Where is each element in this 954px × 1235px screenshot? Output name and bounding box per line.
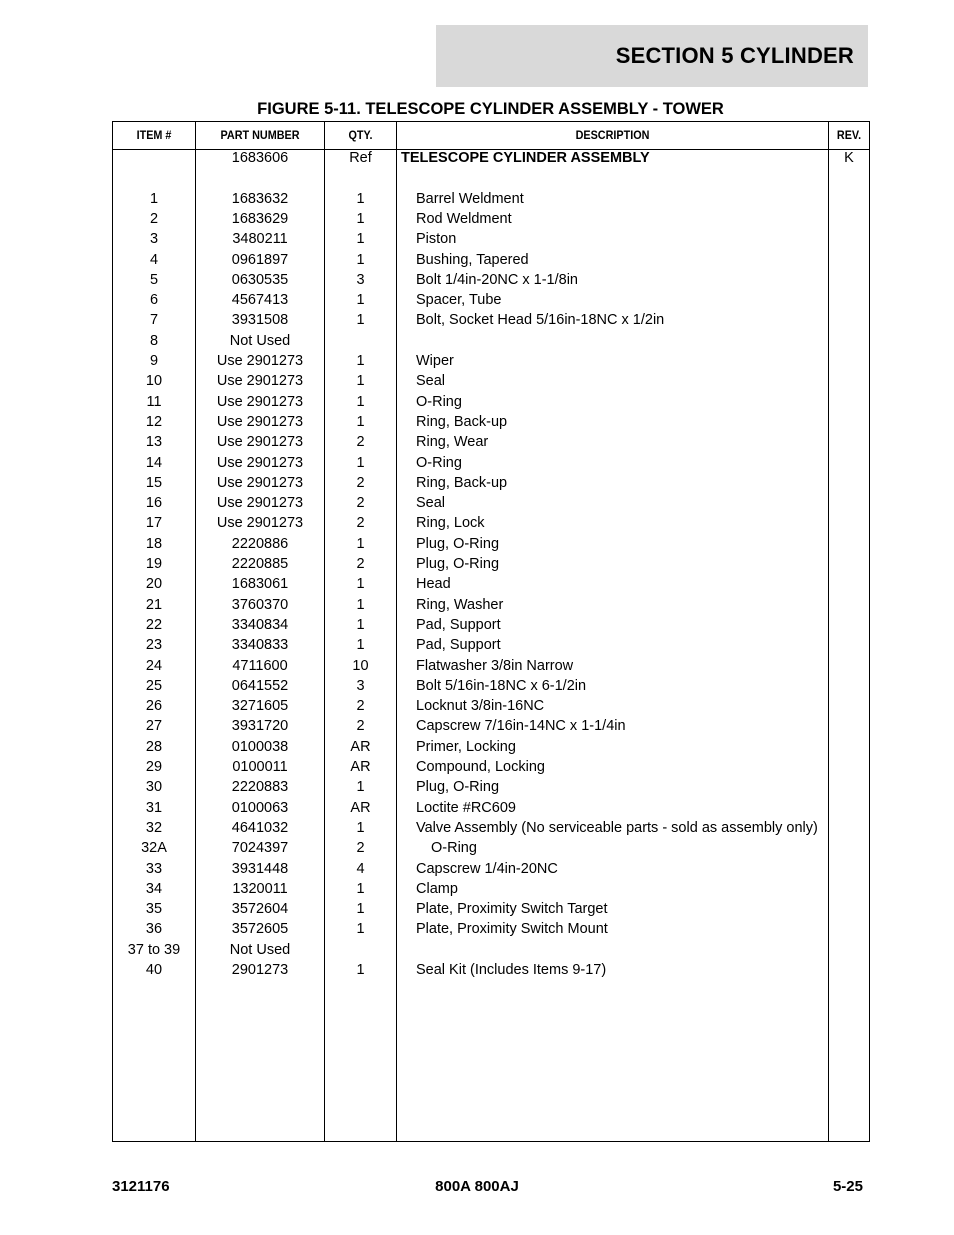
- quantity-cell: 1: [356, 231, 365, 248]
- item-number-cell: 10: [145, 373, 163, 390]
- part-number-cell: 4711600: [232, 657, 288, 674]
- quantity-cell: 2: [356, 718, 365, 735]
- quantity-cell: 1: [356, 962, 365, 978]
- item-number-cell: 23: [145, 637, 163, 654]
- part-number-cell: 3572604: [231, 901, 289, 918]
- table-row: [113, 493, 869, 513]
- description-cell: Head: [416, 576, 451, 593]
- description-cell: Ring, Lock: [416, 515, 485, 532]
- part-number-cell: Use 2901273: [216, 515, 304, 532]
- part-number-cell: 3340834: [231, 616, 289, 633]
- footer-page-number: 5-25: [832, 1178, 863, 1195]
- part-number-cell: 3572605: [231, 921, 289, 938]
- description-cell: Valve Assembly (No serviceable parts - sold as assembly only): [416, 819, 818, 836]
- part-number-cell: 1683629: [231, 210, 289, 227]
- table-row: [113, 554, 869, 574]
- description-cell: Capscrew 7/16in-14NC x 1-1/4in: [416, 718, 626, 735]
- description-cell: Seal: [416, 495, 446, 512]
- part-number-cell: 2901273: [231, 962, 289, 978]
- description-cell: Bolt, Socket Head 5/16in-18NC x 1/2in: [416, 312, 665, 329]
- quantity-cell: Ref: [349, 150, 372, 166]
- part-number-cell: 7024397: [231, 840, 289, 857]
- item-number-cell: 12: [145, 413, 163, 430]
- header-description: DESCRIPTION: [575, 128, 650, 142]
- quantity-cell: 1: [356, 312, 365, 329]
- quantity-cell: 2: [356, 434, 365, 451]
- item-number-cell: 16: [145, 495, 163, 512]
- description-cell: Plug, O-Ring: [416, 556, 500, 572]
- description-cell: Ring, Washer: [416, 596, 504, 613]
- quantity-cell: 1: [356, 210, 365, 227]
- table-row: [113, 270, 869, 290]
- item-number-cell: 11: [146, 393, 162, 410]
- item-number-cell: 20: [145, 576, 163, 593]
- description-cell: Ring, Back-up: [416, 413, 508, 430]
- part-number-cell: Not Used: [229, 941, 291, 958]
- quantity-cell: 1: [356, 901, 365, 918]
- table-row: [113, 818, 869, 838]
- item-number-cell: 4: [149, 251, 159, 268]
- quantity-cell: AR: [350, 759, 371, 775]
- quantity-cell: AR: [350, 738, 371, 755]
- item-number-cell: 19: [145, 556, 163, 572]
- quantity-cell: 2: [356, 698, 365, 715]
- table-row: [113, 716, 869, 736]
- part-number-cell: 0100038: [231, 738, 289, 755]
- table-row: [113, 960, 869, 980]
- table-row: [113, 798, 869, 818]
- part-number-cell: 3340833: [231, 637, 289, 654]
- item-number-cell: 32: [145, 819, 163, 836]
- quantity-cell: 2: [356, 840, 365, 857]
- part-number-cell: 3931448: [231, 860, 289, 877]
- part-number-cell: 0630535: [231, 271, 289, 288]
- quantity-cell: 2: [356, 515, 365, 532]
- figure-title: FIGURE 5-11. TELESCOPE CYLINDER ASSEMBLY - TOWER: [257, 100, 724, 118]
- table-row: [113, 635, 869, 655]
- description-cell: Compound, Locking: [416, 759, 545, 775]
- quantity-cell: 1: [356, 819, 365, 836]
- description-cell: Spacer, Tube: [416, 292, 502, 309]
- description-cell: Seal: [416, 373, 446, 390]
- part-number-cell: 4567413: [231, 292, 289, 309]
- part-number-cell: 0641552: [231, 677, 289, 694]
- part-number-cell: Use 2901273: [216, 454, 304, 471]
- quantity-cell: 1: [356, 413, 365, 430]
- table-row: [113, 310, 869, 330]
- table-row: [113, 595, 869, 615]
- quantity-cell: 1: [356, 637, 365, 654]
- part-number-cell: 0100063: [231, 799, 289, 816]
- quantity-cell: 4: [356, 860, 365, 877]
- description-cell: TELESCOPE CYLINDER ASSEMBLY: [401, 150, 650, 166]
- part-number-cell: Use 2901273: [216, 413, 304, 430]
- quantity-cell: 2: [356, 495, 365, 512]
- description-cell: Piston: [416, 231, 457, 248]
- description-cell: Clamp: [416, 880, 458, 897]
- item-number-cell: 8: [149, 332, 159, 349]
- item-number-cell: 27: [145, 718, 163, 735]
- section-title: SECTION 5 CYLINDER: [615, 43, 854, 68]
- quantity-cell: 1: [356, 616, 365, 633]
- description-cell: O-Ring: [416, 393, 462, 410]
- table-row: [113, 392, 869, 412]
- item-number-cell: 14: [145, 454, 163, 471]
- table-row: [113, 615, 869, 635]
- item-number-cell: 24: [145, 657, 163, 674]
- table-row: [113, 432, 869, 452]
- description-cell: Loctite #RC609: [416, 799, 516, 816]
- item-number-cell: 29: [145, 759, 163, 775]
- quantity-cell: 1: [356, 880, 365, 897]
- description-cell: Pad, Support: [416, 637, 501, 654]
- part-number-cell: 3931508: [231, 312, 289, 329]
- table-row: [113, 189, 869, 209]
- item-number-cell: 40: [145, 962, 163, 978]
- description-cell: Plug, O-Ring: [416, 779, 500, 796]
- part-number-cell: 1683606: [231, 150, 289, 166]
- item-number-cell: 34: [145, 880, 163, 897]
- footer-document-number: 3121176: [112, 1178, 170, 1195]
- quantity-cell: 3: [356, 271, 365, 288]
- item-number-cell: 25: [145, 677, 163, 694]
- table-row: [113, 696, 869, 716]
- part-number-cell: Use 2901273: [216, 373, 304, 390]
- table-row: [113, 168, 869, 188]
- table-row: [113, 757, 869, 777]
- item-number-cell: 5: [149, 271, 159, 288]
- description-cell: Primer, Locking: [416, 738, 516, 755]
- part-number-cell: Use 2901273: [216, 434, 304, 451]
- item-number-cell: 33: [145, 860, 163, 877]
- table-row: [113, 371, 869, 391]
- description-cell: O-Ring: [431, 840, 477, 857]
- quantity-cell: 1: [356, 921, 365, 938]
- part-number-cell: 2220885: [231, 556, 289, 572]
- item-number-cell: 2: [149, 210, 159, 227]
- description-cell: Barrel Weldment: [416, 190, 524, 207]
- item-number-cell: 22: [145, 616, 163, 633]
- description-cell: Flatwasher 3/8in Narrow: [416, 657, 574, 674]
- header-part-number: PART NUMBER: [220, 128, 300, 142]
- table-row: [113, 859, 869, 879]
- quantity-cell: 2: [356, 556, 365, 572]
- item-number-cell: 36: [145, 921, 163, 938]
- part-number-cell: 1320011: [232, 880, 288, 897]
- quantity-cell: 1: [356, 535, 365, 552]
- revision-cell: K: [844, 150, 854, 166]
- table-row: [113, 331, 869, 351]
- item-number-cell: 30: [145, 779, 163, 796]
- table-row: [113, 148, 869, 168]
- table-row: [113, 209, 869, 229]
- table-row: [113, 656, 869, 676]
- header-item: ITEM #: [136, 128, 172, 142]
- quantity-cell: 3: [356, 677, 365, 694]
- item-number-cell: 31: [145, 799, 163, 816]
- item-number-cell: 3: [149, 231, 159, 248]
- parts-table: [112, 121, 870, 1142]
- quantity-cell: 1: [356, 373, 365, 390]
- part-number-cell: Not Used: [229, 332, 291, 349]
- table-row: [113, 453, 869, 473]
- quantity-cell: 1: [356, 190, 365, 207]
- item-number-cell: 17: [145, 515, 163, 532]
- part-number-cell: 2220883: [231, 779, 289, 796]
- item-number-cell: 18: [145, 535, 163, 552]
- table-row: [113, 250, 869, 270]
- table-row: [113, 838, 869, 858]
- part-number-cell: 4641032: [231, 819, 289, 836]
- part-number-cell: Use 2901273: [216, 495, 304, 512]
- description-cell: Seal Kit (Includes Items 9-17): [416, 962, 607, 978]
- table-row: [113, 473, 869, 493]
- quantity-cell: 1: [356, 576, 365, 593]
- quantity-cell: 10: [352, 657, 369, 674]
- table-row: [113, 940, 869, 960]
- part-number-cell: Use 2901273: [216, 353, 304, 369]
- header-rev: REV.: [836, 128, 862, 142]
- item-number-cell: 21: [145, 596, 163, 613]
- table-row: [113, 919, 869, 939]
- description-cell: Rod Weldment: [416, 210, 512, 227]
- part-number-cell: 2220886: [231, 535, 289, 552]
- part-number-cell: 3931720: [231, 718, 289, 735]
- part-number-cell: 3480211: [232, 231, 288, 248]
- part-number-cell: Use 2901273: [216, 393, 304, 410]
- quantity-cell: AR: [350, 799, 371, 816]
- description-cell: Wiper: [416, 353, 454, 369]
- table-row: [113, 513, 869, 533]
- part-number-cell: 0100011: [232, 759, 288, 775]
- header-qty: QTY.: [348, 128, 373, 142]
- item-number-cell: 28: [145, 738, 163, 755]
- description-cell: Ring, Wear: [416, 434, 489, 451]
- description-cell: Plug, O-Ring: [416, 535, 500, 552]
- quantity-cell: 1: [356, 393, 365, 410]
- table-row: [113, 412, 869, 432]
- quantity-cell: 1: [356, 454, 365, 471]
- table-row: [113, 879, 869, 899]
- item-number-cell: 26: [145, 698, 163, 715]
- part-number-cell: 1683632: [231, 190, 289, 207]
- item-number-cell: 7: [149, 312, 159, 329]
- item-number-cell: 6: [149, 292, 159, 309]
- table-row: [113, 229, 869, 249]
- footer-model: 800A 800AJ: [435, 1178, 519, 1195]
- section-header-band: [436, 25, 868, 87]
- part-number-cell: 1683061: [231, 576, 289, 593]
- description-cell: Pad, Support: [416, 616, 501, 633]
- description-cell: Plate, Proximity Switch Target: [416, 901, 608, 918]
- table-row: [113, 676, 869, 696]
- quantity-cell: 1: [356, 292, 365, 309]
- table-row: [113, 290, 869, 310]
- quantity-cell: 1: [356, 353, 365, 369]
- quantity-cell: 1: [356, 251, 365, 268]
- quantity-cell: 2: [356, 474, 365, 491]
- description-cell: Locknut 3/8in-16NC: [416, 698, 545, 715]
- part-number-cell: 3760370: [231, 596, 289, 613]
- quantity-cell: 1: [356, 779, 365, 796]
- description-cell: Ring, Back-up: [416, 474, 508, 491]
- description-cell: O-Ring: [416, 454, 462, 471]
- table-row: [113, 777, 869, 797]
- part-number-cell: Use 2901273: [216, 474, 304, 491]
- part-number-cell: 0961897: [231, 251, 289, 268]
- item-number-cell: 32A: [141, 840, 167, 857]
- item-number-cell: 1: [149, 190, 159, 207]
- description-cell: Bushing, Tapered: [416, 251, 529, 268]
- description-cell: Plate, Proximity Switch Mount: [416, 921, 608, 938]
- item-number-cell: 13: [145, 434, 163, 451]
- item-number-cell: 37 to 39: [127, 941, 181, 958]
- quantity-cell: 1: [356, 596, 365, 613]
- item-number-cell: 15: [145, 474, 163, 491]
- item-number-cell: 9: [149, 353, 159, 369]
- table-row: [113, 534, 869, 554]
- table-row: [113, 737, 869, 757]
- table-row: [113, 899, 869, 919]
- table-row: [113, 574, 869, 594]
- description-cell: Bolt 1/4in-20NC x 1-1/8in: [416, 271, 578, 288]
- part-number-cell: 3271605: [231, 698, 289, 715]
- description-cell: Capscrew 1/4in-20NC: [416, 860, 558, 877]
- table-row: [113, 351, 869, 371]
- description-cell: Bolt 5/16in-18NC x 6-1/2in: [416, 677, 587, 694]
- item-number-cell: 35: [145, 901, 163, 918]
